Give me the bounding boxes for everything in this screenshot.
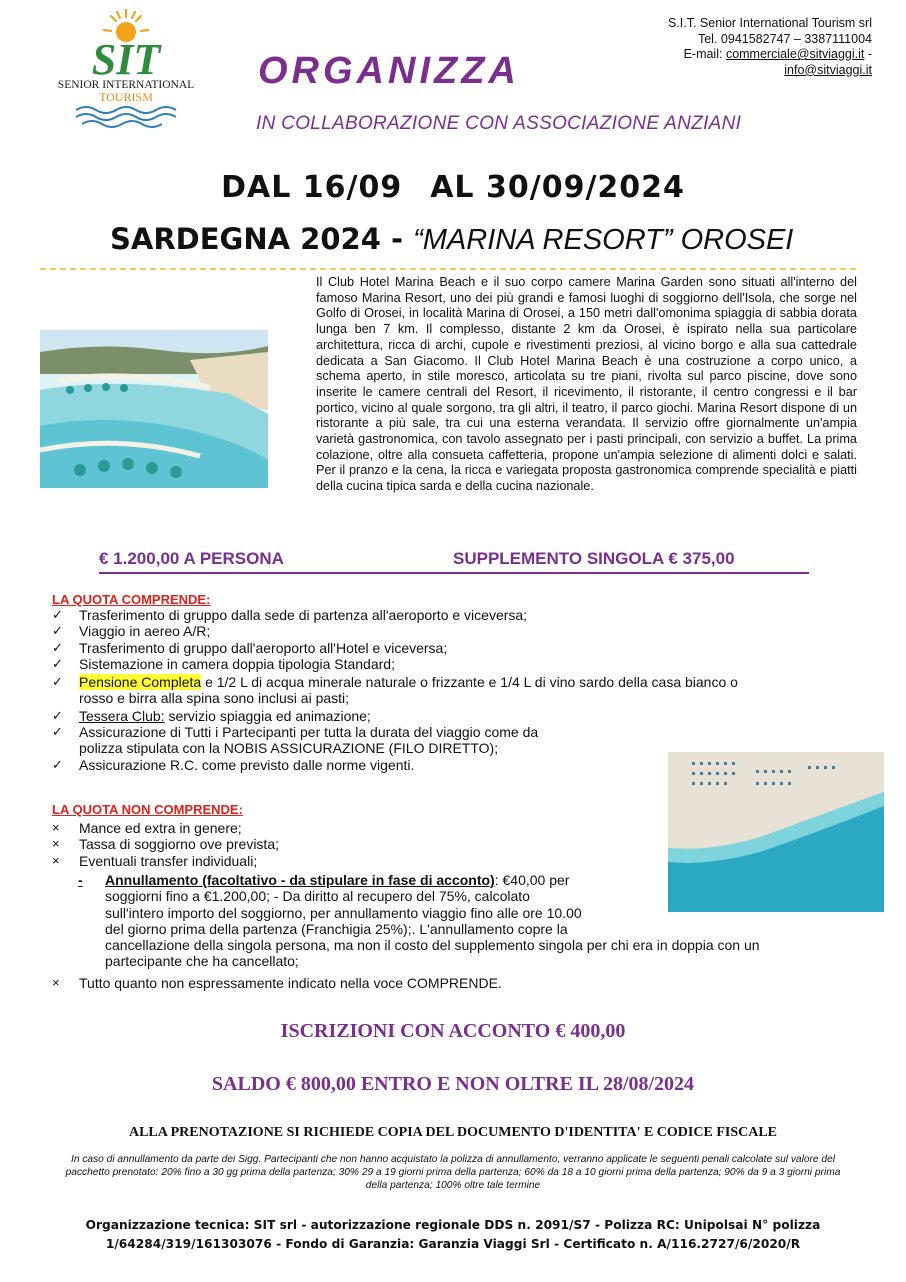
resort-description: Il Club Hotel Marina Beach e il suo corpo camere Marina Garden sono situati all'interno del famoso Marina Resort, uno dei più grandi e famosi luoghi di soggiorno dell'Isola, che sorge nel Golfo di Orosei, in località Marina di Orosei, a 150 metri dall'omonima spiaggia di sabbia dorata lunga ben 7 km. Il complesso, distante 2 km da Orosei, è ispirato nella sua particolare architettura, ricca di archi, cupole e rivestimenti preziosi, al vicino borgo e alla sua cattedrale dedicata a San Giacomo. Il Club Hotel Marina Beach è una costruzione a corpo unico, a schema aperto, in stile moresco, articolata su tre piani, rivolta sul parco piscine, dove sono inserite le camere centrali del Resort, il ricevimento, il ristorante, il centro congressi e il bar portico, vicino al quale sorgono, tra gli altri, il teatro, il parco giochi. Marina Resort dispone di un ristorante a più sale, tra cui una esterna verandata. Il servizio offre giornalmente un'ampia varietà gastronomica, con tavolo assegnato per i pasti principali, con servizio a buffet. La prima colazione, oltre alla consueta caffetteria, propone un'ampia selezione di alimenti dolci e salati. Per il pranzo e la cena, la ricca e variegata proposta gastronomica comprende specialità e piatti della cucina tipica sarda e della cucina nazionale. [316, 275, 857, 494]
organizza-heading: ORGANIZZA [258, 50, 520, 92]
item-text: Assicurazione R.C. come previsto dalle norme vigenti. [79, 756, 415, 773]
check-icon: ✓ [52, 639, 63, 655]
item-text: Tutto quanto non espressamente indicato nella voce COMPRENDE. [79, 975, 502, 991]
item-text: polizza stipulata con la NOBIS ASSICURAZIONE (FILO DIRETTO); [79, 740, 499, 757]
item-text: partecipante che ha cancellato; [105, 953, 299, 970]
item-text: Sistemazione in camera doppia tipologia Standard; [79, 655, 395, 672]
item-text: Trasferimento di gruppo dalla sede di partenza all'aeroporto e viceversa; [79, 607, 528, 623]
list-item [52, 656, 872, 672]
trip-title-resort: “MARINA RESORT” OROSEI [413, 224, 794, 256]
excludes-title: LA QUOTA NON COMPRENDE: [52, 802, 243, 817]
excludes-list [52, 820, 652, 869]
list-item [52, 853, 652, 869]
item-text: Mance ed extra in genere; [79, 820, 242, 836]
item-text: del giorno prima della partenza (Franchigia 25%);. L'annullamento copre la [105, 920, 568, 937]
item-text: Eventuali transfer individuali; [79, 852, 258, 869]
check-icon: ✓ [52, 674, 63, 690]
item-text: Tassa di soggiorno ove prevista; [79, 836, 279, 853]
contact-block [592, 16, 872, 78]
email-label: E-mail: [683, 47, 726, 62]
waves-icon [76, 107, 176, 127]
phone: Tel. 0941582747 – 3387111004 [697, 31, 872, 46]
company-name: S.I.T. Senior International Tourism srl [667, 16, 872, 30]
item-text: Viaggio in aereo A/R; [79, 623, 211, 640]
trip-dates [0, 170, 906, 205]
annullamento-label: Annullamento (facoltativo - da stipulare in fase di acconto) [105, 872, 495, 888]
check-icon: ✓ [52, 707, 63, 723]
single-supplement: SUPPLEMENTO SINGOLA € 375,00 [453, 549, 735, 568]
email-separator: - [864, 47, 872, 62]
section-divider [40, 268, 856, 270]
cross-icon: × [52, 852, 60, 868]
check-icon: ✓ [52, 655, 63, 671]
item-text: Trasferimento di gruppo dall'aeroporto all'Hotel e viceversa; [79, 639, 448, 656]
check-icon: ✓ [52, 724, 63, 740]
deposit-heading: ISCRIZIONI CON ACCONTO € 400,00 [280, 1020, 626, 1042]
list-item [52, 607, 872, 623]
email-commerciale-link[interactable]: commerciale@sitviaggi.it [725, 47, 865, 62]
list-item [52, 820, 652, 836]
sit-logo [42, 6, 212, 132]
item-text: servizio spiaggia ed animazione; [164, 707, 371, 724]
collaboration-subtitle: IN COLLABORAZIONE CON ASSOCIAZIONE ANZIANI [256, 113, 742, 134]
cross-icon: × [52, 975, 60, 990]
item-text: soggiorni fino a €1.200,00; - Da diritto al recupero del 75%, calcolato [105, 888, 530, 905]
check-icon: ✓ [52, 607, 63, 622]
list-item [52, 640, 872, 656]
list-item [52, 836, 652, 852]
list-item [52, 708, 872, 724]
item-text: : €40,00 per [494, 872, 570, 888]
price-underline [99, 572, 809, 574]
cross-icon: × [52, 820, 60, 835]
date-to: AL 30/09/2024 [430, 170, 685, 205]
item-text: cancellazione della singola persona, ma non il costo del supplemento singola per chi era in doppia con un [105, 937, 760, 954]
check-icon: ✓ [52, 623, 63, 639]
item-text: e 1/2 L di acqua minerale naturale o frizzante e 1/4 L di vino sardo della casa bianco o [201, 674, 738, 691]
logo-line1: SENIOR INTERNATIONAL [57, 79, 195, 91]
item-text: Assicurazione di Tutti i Partecipanti per tutta la durata del viaggio come da [79, 724, 539, 741]
annullamento-subitem [78, 872, 760, 970]
list-item [52, 975, 652, 991]
logo-mark: SIT [91, 35, 161, 84]
cancellation-penalties: In caso di annullamento da parte dei Sigg. Partecipanti che non hanno acquistato la polizza di annullamento, verranno applicate le seguenti penali calcolate sul valore del pacchetto prenotato: 20% fino a 30 gg prima della partenza; 30% 29 a 19 giorni prima della partenza; 60% da 18 a 10 giorni prima della partenza; 90% da 9 a 3 giorni prima della partenza; 100% oltre tale termine [65, 1154, 841, 1191]
check-icon: ✓ [52, 756, 63, 772]
includes-list [52, 607, 872, 773]
item-text: rosso e birra alla spina sono inclusi ai pasti; [79, 690, 350, 707]
beach-aerial-photo [668, 752, 884, 912]
cross-icon: × [52, 836, 60, 852]
dash-icon: - [78, 872, 83, 888]
date-from: DAL 16/09 [221, 170, 403, 205]
trip-title [110, 222, 793, 257]
list-item [52, 623, 872, 639]
item-text: sull'intero importo del soggiorno, per annullamento viaggio fino alle ore 10.00 [105, 904, 582, 921]
includes-title: LA QUOTA COMPRENDE: [52, 592, 211, 607]
list-item [52, 674, 872, 707]
documents-note: ALLA PRENOTAZIONE SI RICHIEDE COPIA DEL DOCUMENTO D'IDENTITA' E CODICE FISCALE [128, 1125, 777, 1140]
resort-pool-photo [40, 330, 268, 488]
pensione-completa-highlight: Pensione Completa [79, 674, 202, 691]
trip-title-destination: SARDEGNA 2024 [110, 222, 381, 256]
balance-heading: SALDO € 800,00 ENTRO E NON OLTRE IL 28/08/2024 [211, 1073, 695, 1095]
email-info-link[interactable]: info@sitviaggi.it [784, 62, 872, 77]
trip-title-separator: - [380, 222, 414, 256]
price-per-person: € 1.200,00 A PERSONA [99, 549, 284, 568]
logo-line2: TOURISM [99, 90, 153, 104]
footer-legal: Organizzazione tecnica: SIT srl - autorizzazione regionale DDS n. 2091/S7 - Polizza RC: Unipolsai N° polizza 1/64284/319/161303076 - Fondo di Garanzia: Garanzia Viaggi Srl - Certificato n. A/116.2727/6/2020/R [85, 1218, 821, 1251]
tessera-club-label: Tessera Club: [79, 707, 165, 724]
